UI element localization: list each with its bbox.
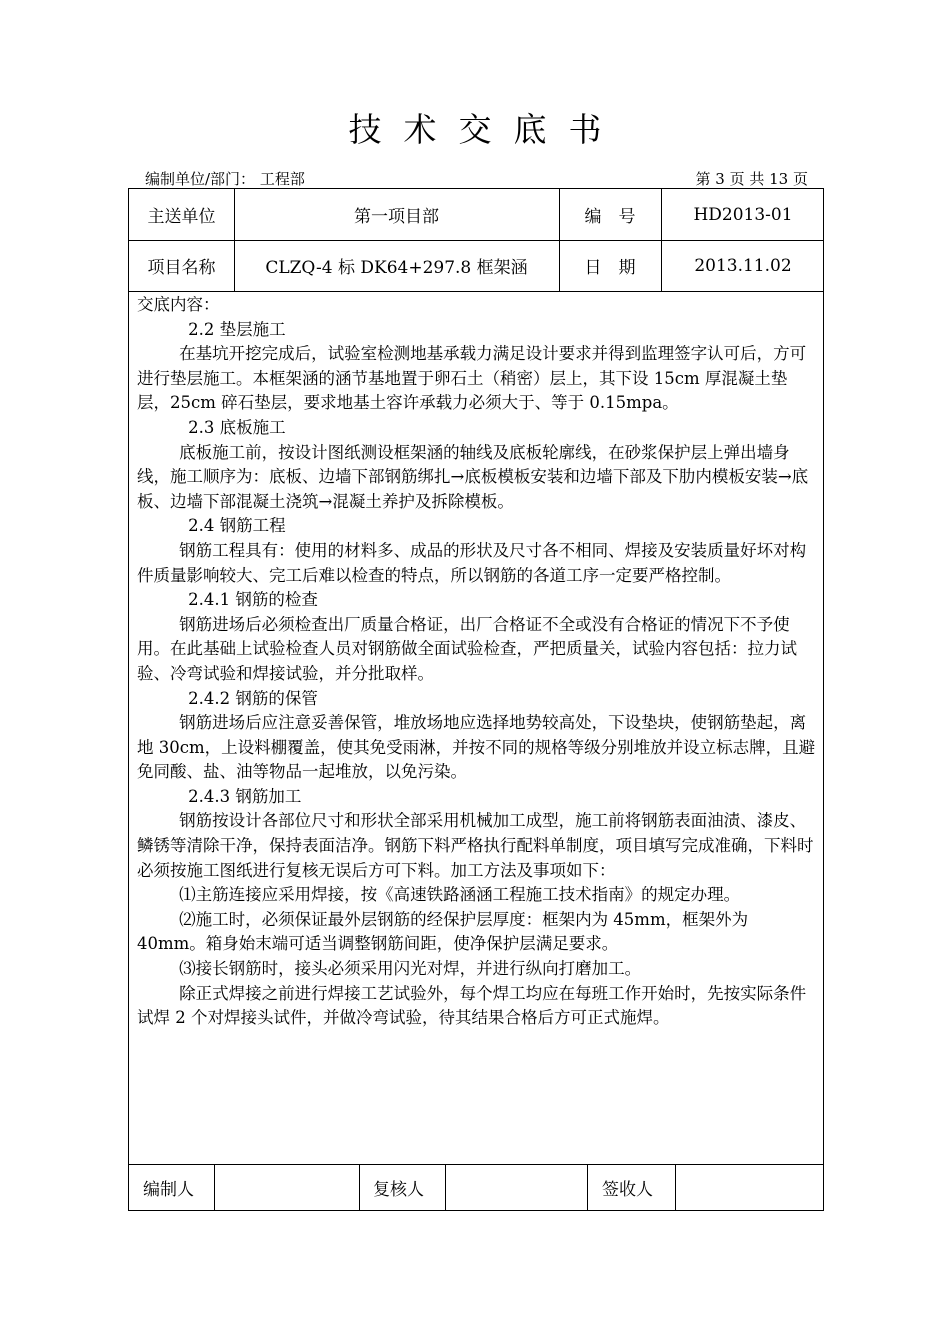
reviewer-label: 复核人 — [373, 1180, 424, 1200]
send-to-label: 主送单位 — [147, 207, 216, 227]
list-item: ⑴主筋连接应采用焊接，按《高速铁路涵涵工程施工技术指南》的规定办理。 — [179, 885, 741, 905]
paragraph: 除正式焊接之前进行焊接工艺试验外，每个焊工均应在每班工作开始时，先按实际条件试焊 2 个对焊接头试件，并做冷弯试验，待其结果合格后方可正式施焊。 — [137, 983, 807, 1028]
project-label: 项目名称 — [147, 258, 216, 278]
disclosure-form — [128, 188, 824, 1211]
paragraph: 钢筋进场后应注意妥善保管，堆放场地应选择地势较高处，下设垫块，使钢筋垫起，离地 30cm，上设料棚覆盖，使其免受雨淋，并按不同的规格等级分别堆放并设立标志牌，且避免同酸、盐、油等物品一起堆放，以免污染。 — [137, 713, 816, 782]
paragraph: 在基坑开挖完成后，试验室检测地基承载力满足设计要求并得到监理签字认可后，方可进行垫层施工。本框架涵的涵节基地置于卵石土（稍密）层上，其下设 15cm 厚混凝土垫层，25cm 碎石垫层，要求地基土容许承载力必须大于、等于 0.15mpa。 — [137, 344, 807, 413]
signature-row — [129, 1164, 823, 1211]
disclosure-content — [137, 293, 819, 1031]
document-title: 技术交底书 — [348, 110, 624, 149]
number-label: 编 号 — [584, 207, 636, 227]
receiver-signature-field[interactable] — [676, 1165, 823, 1210]
content-label: 交底内容： — [137, 295, 220, 314]
number-value: HD2013-01 — [693, 204, 793, 225]
list-item: ⑵施工时，必须保证最外层钢筋的经保护层厚度：框架内为 45mm，框架外为 40mm。箱身始末端可适当调整钢筋间距，使净保护层满足要求。 — [137, 909, 749, 954]
list-item: ⑶接长钢筋时，接头必须采用闪光对焊，并进行纵向打磨加工。 — [179, 959, 642, 979]
dept-label: 编制单位/部门： 工程部 — [145, 170, 305, 188]
section-heading: 2.3 底板施工 — [188, 417, 286, 437]
section-heading: 2.4.2 钢筋的保管 — [188, 688, 318, 708]
page-info: 第 3 页 共 13 页 — [695, 170, 808, 188]
section-heading: 2.4.3 钢筋加工 — [188, 786, 302, 806]
paragraph: 钢筋工程具有：使用的材料多、成品的形状及尺寸各不相同、焊接及安装质量好坏对构件质量影响较大、完工后难以检查的特点，所以钢筋的各道工序一定要严格控制。 — [137, 540, 807, 585]
col-divider — [587, 1164, 588, 1211]
section-heading: 2.4 钢筋工程 — [188, 516, 286, 536]
date-value: 2013.11.02 — [694, 255, 792, 276]
section-heading: 2.4.1 钢筋的检查 — [188, 590, 318, 610]
date-label: 日 期 — [584, 258, 636, 278]
editor-signature-field[interactable] — [215, 1165, 358, 1210]
reviewer-signature-field[interactable] — [446, 1165, 586, 1210]
row-divider — [129, 291, 823, 292]
section-heading: 2.2 垫层施工 — [188, 319, 286, 339]
send-to-value: 第一项目部 — [354, 207, 439, 227]
project-value: CLZQ-4 标 DK64+297.8 框架涵 — [265, 258, 528, 278]
paragraph: 钢筋按设计各部位尺寸和形状全部采用机械加工成型，施工前将钢筋表面油渍、漆皮、鳞锈等清除干净，保持表面洁净。钢筋下料严格执行配料单制度，项目填写完成准确，下料时必须按施工图纸进行复核无误后方可下料。加工方法及事项如下： — [137, 811, 814, 880]
col-divider — [359, 1164, 360, 1211]
receiver-label: 签收人 — [602, 1180, 653, 1200]
editor-label: 编制人 — [143, 1180, 194, 1200]
paragraph: 底板施工前，按设计图纸测设框架涵的轴线及底板轮廓线，在砂浆保护层上弹出墙身线，施工顺序为：底板、边墙下部钢筋绑扎→底板模板安装和边墙下部及下肋内模板安装→底板、边墙下部混凝土浇筑→混凝土养护及拆除模板。 — [137, 442, 809, 511]
paragraph: 钢筋进场后必须检查出厂质量合格证，出厂合格证不全或没有合格证的情况下不予使用。在此基础上试验检查人员对钢筋做全面试验检查，严把质量关，试验内容包括：拉力试验、冷弯试验和焊接试验，并分批取样。 — [137, 614, 797, 683]
